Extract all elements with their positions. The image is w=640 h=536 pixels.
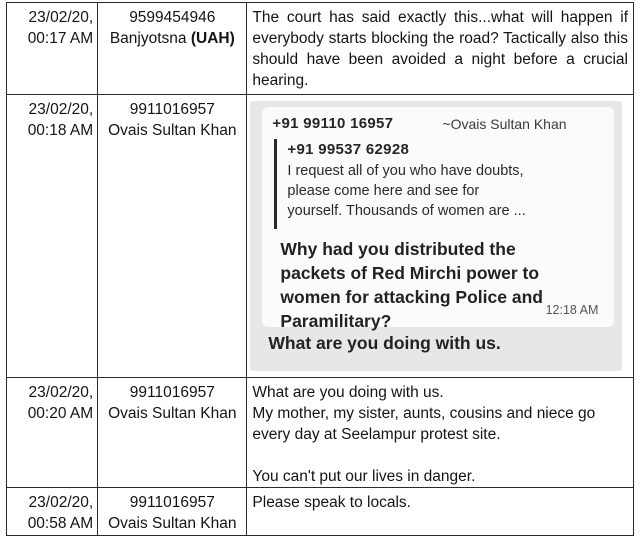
sender-cell [98,378,247,488]
reply-line: women for attacking Police and [280,287,543,307]
sender-name-suffix: (UAH) [190,30,235,47]
message-line [252,445,628,466]
message-line: hearing. [252,72,309,89]
table-row [7,378,634,488]
sender-cell [98,3,247,95]
message-cell [247,488,634,536]
message-line: everybody starts blocking the road? Tactically also this [252,30,628,47]
table-row [7,3,634,95]
time-text: 00:18 AM [27,122,94,139]
phone-number: 9911016957 [129,101,215,118]
message-line: My mother, my sister, aunts, cousins and niece go [252,405,596,422]
date-text: 23/02/20, [28,384,94,401]
date-text: 23/02/20, [28,9,94,26]
message-line: Please speak to locals. [252,494,411,511]
quoted-message [274,139,604,229]
sender-cell [98,488,247,536]
next-message: What are you doing with us. [268,333,501,353]
datetime-cell [7,488,98,536]
datetime-cell [7,95,98,378]
chat-bubble [262,107,614,331]
phone-number: 9911016957 [129,494,215,511]
quoted-number: +91 99537 62928 [287,141,410,158]
time-text: 00:58 AM [27,515,94,532]
reply-line: Paramilitary? [280,311,392,331]
reply-line: packets of Red Mirchi power to [280,263,540,283]
date-text: 23/02/20, [28,101,94,118]
message-line: You can't put our lives in danger. [252,468,476,485]
datetime-cell [7,378,98,488]
phone-number: 9911016957 [129,384,215,401]
forwarded-number: +91 99110 16957 [272,115,394,132]
sender-cell [98,95,247,378]
sender-name: Ovais Sultan Khan [108,122,237,139]
message-text [252,7,628,91]
sender-name-line [98,28,246,49]
datetime-cell [7,3,98,95]
phone-number: 9599454946 [129,9,216,26]
message-cell [247,378,634,488]
quoted-line: please come here and see for [287,183,480,199]
message-cell [247,3,634,95]
sender-name: Ovais Sultan Khan [108,515,237,532]
message-line: The court has said exactly this...what will happen if [252,9,628,26]
table-row [7,488,634,536]
time-text: 00:17 AM [27,30,94,47]
chat-screenshot [250,101,622,371]
reply-line: Why had you distributed the [280,239,516,259]
message-line: should have been avoided a night before a crucial [252,51,628,68]
message-cell [247,95,634,378]
chat-log-table [6,2,634,536]
quoted-line: yourself. Thousands of women are ... [287,203,526,219]
sender-name: Banjyotsna [109,30,187,47]
time-text: 00:20 AM [27,405,94,422]
table-row [7,95,634,378]
forwarded-name: ~Ovais Sultan Khan [442,116,567,132]
date-text: 23/02/20, [28,494,94,511]
message-timestamp: 12:18 AM [545,303,599,317]
sender-name: Ovais Sultan Khan [108,405,237,422]
quoted-line: I request all of you who have doubts, [287,163,524,179]
message-line: What are you doing with us. [252,384,444,401]
message-line: every day at Seelampur protest site. [252,426,501,443]
